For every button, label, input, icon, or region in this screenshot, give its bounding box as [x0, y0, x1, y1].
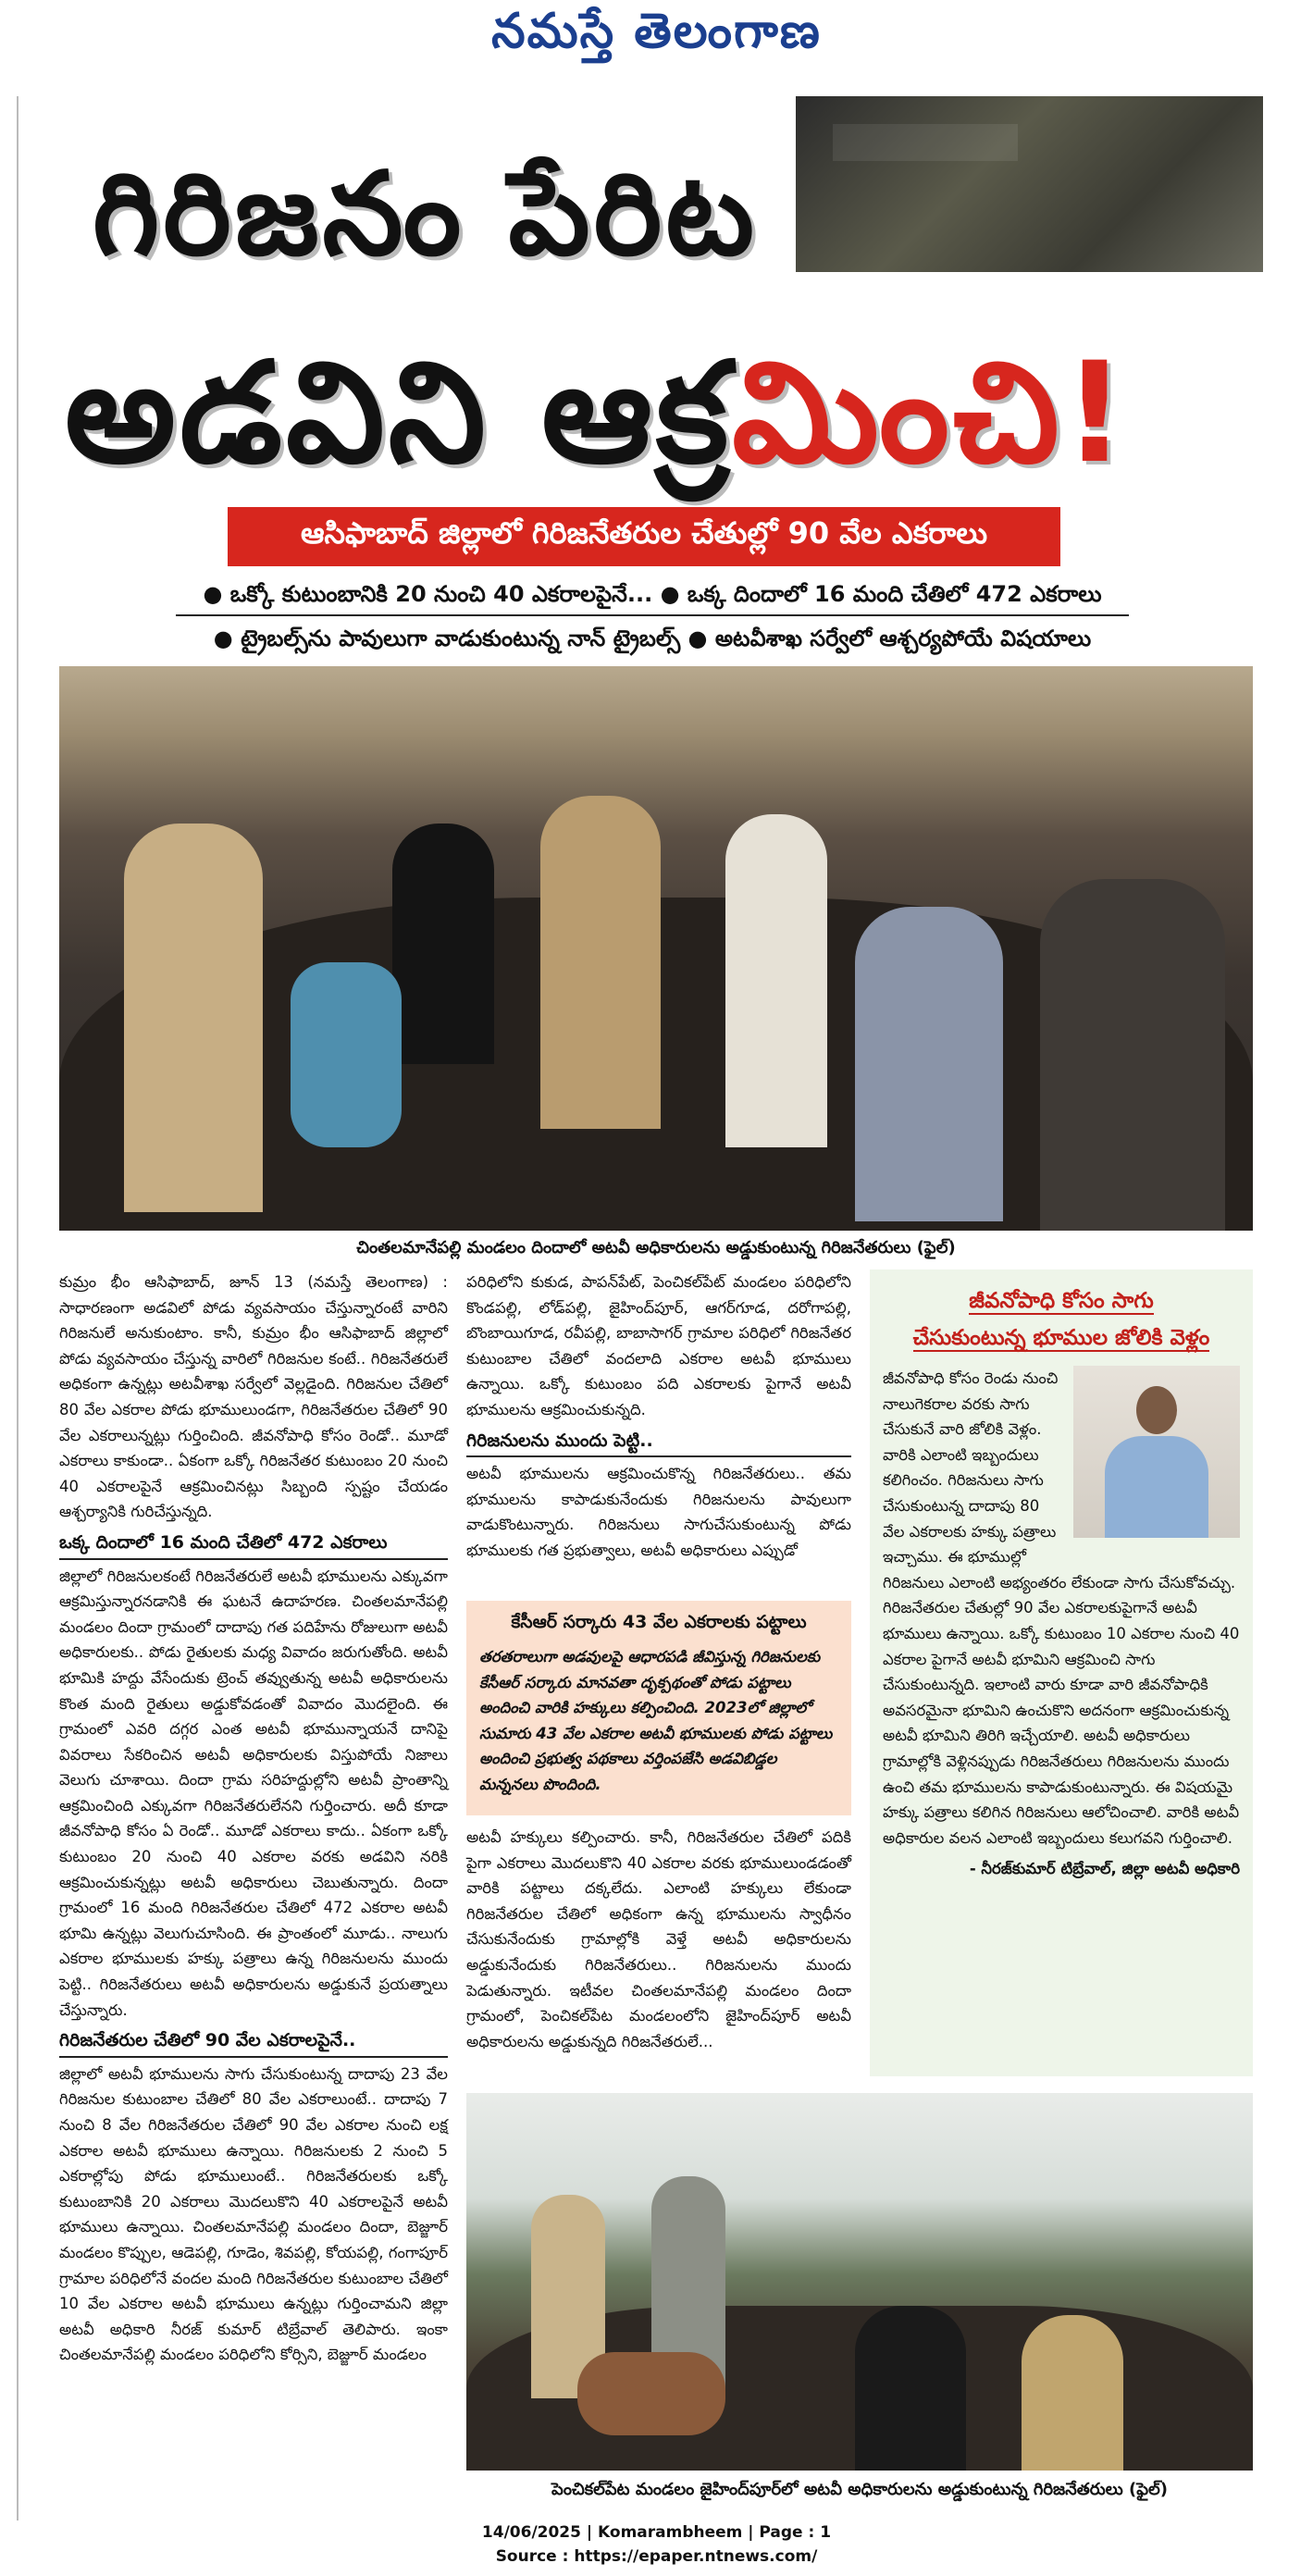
kcr-box-title: కేసీఆర్ సర్కారు 43 వేల ఎకరాలకు పట్టాలు	[511, 1612, 807, 1632]
column-a	[59, 1269, 448, 2368]
column-b-subhead-1: గిరిజనులను ముందు పెట్టి..	[466, 1429, 851, 1458]
officer-signature: - నీరజ్‌కుమార్ టిబ్రేవాల్, జిల్లా అటవీ అధికారి	[969, 1860, 1240, 1878]
villager-figure-4	[855, 2306, 966, 2471]
masthead	[0, 0, 1313, 74]
page-footer	[0, 2520, 1313, 2569]
column-b-para-2: అటవీ భూములను ఆక్రమించుకొన్న గిరిజనేతరులు.. తమ భూములను కాపాడుకునేందుకు గిరిజనులను పావులుగా వాడుకొంటున్నారు. గిరిజనులు సాగుచేసుకుంటున్న పోడు భూములకు గత ప్రభుత్వాలు, అటవీ అధికారులు ఎప్పుడో	[466, 1465, 851, 1559]
second-photo-caption: పెంచికల్‌పేట మండలం జైహింద్‌పూర్‌లో అటవీ అధికారులను అడ్డుకుంటున్న గిరిజనేతరులు (ఫైల్)	[551, 2480, 1168, 2499]
villager-figure-2	[855, 907, 1003, 1221]
column-a-subhead-2: గిరిజనేతరుల చేతిలో 90 వేల ఎకరాలపైనే..	[59, 2028, 448, 2058]
bullet-row-2: ● ట్రైబల్స్‌ను పావులుగా వాడుకుంటున్న నాన్ ట్రైబల్స్ ● అటవీశాఖ సర్వేలో ఆశ్చర్యపోయే విషయాలు	[213, 625, 1092, 651]
portrait-head	[1136, 1386, 1177, 1434]
bull-shape	[577, 2352, 725, 2435]
officer-figure	[124, 824, 263, 1212]
officer-portrait	[1073, 1366, 1240, 1538]
officer-quote-text: జీవనోపాధి కోసం రెండు నుంచి నాలుగెకరాల వరకు సాగు చేసుకునే వారి జోలికి వెళ్లం. వారికి ఎలాంటి ఇబ్బందులు కలిగించం. గిరిజనులు సాగు చేసుకుంటున్న దాదాపు 80 వేల ఎకరాలకు హక్కు పత్రాలు ఇచ్చాము. ఈ భూముల్లో గిరిజనులు ఎలాంటి అభ్యంతరం లేకుండా సాగు చేసుకోవచ్చు. గిరిజనేతరుల చేతుల్లో 90 వేల ఎకరాలకుపైగానే అటవీ భూములు ఉన్నాయి. ఒక్కో కుటుంబం 10 ఎకరాల నుంచి 40 ఎకరాల పైగానే అటవీ భూమిని ఆక్రమించి సాగు చేసుకుంటున్నది. ఇలాంటి వారు కూడా వారి జీవనోపాధికి అవసరమైనా భూమిని ఉంచుకొని అదనంగా ఆక్రమించుకున్న అటవీ భూమిని తిరిగి ఇచ్చేయాలి. అటవీ అధికారులు గ్రామాల్లోకి వెళ్లినప్పుడు గిరిజనేతరులు గిరిజనులను ముందు ఉంచి తమ భూములను కాపాడుకుంటున్నారు. ఈ విషయమై హక్కు పత్రాలు కలిగిన గిరిజనులు ఆలోచించాలి. వారికి అటవీ అధికారుల వలన ఎలాంటి ఇబ్బందులు కలుగవని గుర్తించాలి.	[883, 1369, 1240, 1847]
second-photo	[466, 2093, 1253, 2471]
woman-figure	[1022, 2315, 1123, 2471]
villager-figure-3	[1040, 879, 1225, 1231]
main-photo	[59, 666, 1253, 1231]
officer-quote-title-line1: జీవనోపాధి కోసం సాగు	[969, 1289, 1154, 1313]
red-banner: ఆసిఫాబాద్ జిల్లాలో గిరిజనేతరుల చేతుల్లో 90 వేల ఎకరాలు	[228, 507, 1060, 566]
column-b-continued	[466, 1825, 851, 2054]
bullet-row-1: ● ఒక్కో కుటుంబానికి 20 నుంచి 40 ఎకరాలపైనే... ● ఒక్క దిందాలో 16 మంది చేతిలో 472 ఎకరాలు	[203, 581, 1102, 607]
main-photo-caption: చింతలమానేపల్లి మండలం దిందాలో అటవీ అధికారులను అడ్డుకుంటున్న గిరిజనేతరులు (ఫైల్)	[356, 1238, 956, 1257]
kcr-box	[466, 1601, 851, 1815]
bullet-divider	[176, 614, 1129, 616]
officer-quote-title	[883, 1282, 1240, 1356]
officer-quote-box	[870, 1269, 1253, 2076]
villager-figure	[725, 814, 827, 1147]
backpack-shape	[291, 962, 402, 1147]
aerial-photo	[796, 96, 1263, 272]
column-b-para-1: పరిధిలోని కుకుడ, పాపన్‌పేట్, పెంచికల్‌పేట్ మండలం పరిధిలోని కొండపల్లి, లోడ్‌పల్లి, జైహింద్‌పూర్, ఆగర్‌గూడ, దరోగాపల్లి, బొంబాయిగూడ, రవీపల్లి, బాబాసాగర్ గ్రామాల పరిధిలో గిరిజనేతర కుటుంబాల చేతిలో వందలాది ఎకరాల అటవీ భూములు ఉన్నాయి. ఒక్కో కుటుంబం పది ఎకరాలకు పైగానే అటవీ భూములను ఆక్రమించుకున్నది.	[466, 1273, 851, 1418]
headline-line2	[65, 333, 1130, 528]
headline-line2-red: మించి!	[732, 333, 1131, 494]
officer-quote-title-line2: చేసుకుంటున్న భూముల జోలికి వెళ్లం	[912, 1326, 1210, 1350]
masthead-logo-text: నమస్తే తెలంగాణ	[491, 3, 822, 59]
column-a-subhead-1: ఒక్క దిందాలో 16 మంది చేతిలో 472 ఎకరాలు	[59, 1530, 448, 1560]
headline-line1: గిరిజనం పేరిట	[93, 148, 758, 281]
officer-figure-2	[540, 796, 661, 1129]
person-figure	[392, 824, 494, 1064]
column-a-para-1: కుమ్రం భీం ఆసిఫాబాద్, జూన్ 13 (నమస్తే తెలంగాణ) : సాధారణంగా అడవిలో పోడు వ్యవసాయం చేస్తున్నారంటే వారిని గిరిజనులే అనుకుంటాం. కానీ, కుమ్రం భీం ఆసిఫాబాద్ జిల్లాలో పోడు వ్యవసాయం చేస్తున్న వారిలో గిరిజనుల కంటే.. గిరిజనేతరులే అధికంగా ఉన్నట్లు అటవీశాఖ సర్వేలో వెల్లడైంది. గిరిజనుల చేతిలో 80 వేల ఎకరాల పోడు భూములుండగా, గిరిజనేతరుల చేతిలో 90 వేల ఎకరాలున్నట్లు గుర్తించింది. జీవనోపాధి కోసం రెండో.. మూడో ఎకరాలు కాకుండా.. ఏకంగా ఒక్కో గిరిజనేతర కుటుంబం 20 నుంచి 40 ఎకరాలపైనే ఆక్రమించినట్లు సిబ్బంది స్పష్టం చేయడం ఆశ్చర్యానికి గురిచేస్తున్నది.	[59, 1273, 448, 1521]
column-b	[466, 1269, 851, 1564]
column-a-para-3: జిల్లాలో అటవీ భూములను సాగు చేసుకుంటున్న దాదాపు 23 వేల గిరిజనుల కుటుంబాల చేతిలో 80 వేల ఎకరాలుంటే.. దాదాపు 7 నుంచి 8 వేల గిరిజనేతరుల చేతిలో 90 వేల ఎకరాల నుంచి లక్ష ఎకరాల అటవీ భూములు ఉన్నాయి. గిరిజనులకు 2 నుంచి 5 ఎకరాల్లోపు పోడు భూములుంటే.. గిరిజనేతరులకు ఒక్కో కుటుంబానికి 20 ఎకరాలు మొదలుకొని 40 ఎకరాలపైనే అటవీ భూములు ఉన్నాయి. చింతలమానేపల్లి మండలం దిందా, బెజ్జూర్ మండలం కొప్పుల, ఆడెపల్లి, గూడెం, శివపల్లి, కోయపల్లి, గంగాపూర్ గ్రామాల పరిధిలోనే వందల మంది గిరిజనేతరుల కుటుంబాల చేతిలో 10 వేల ఎకరాల అటవీ భూములు ఉన్నట్లు గుర్తించామని జిల్లా అటవీ అధికారి నీరజ్ కుమార్ టిబ్రేవాల్ తెలిపారు. ఇంకా చింతలమానేపల్లి మండలం పరిధిలోని కోర్సిని, బెజ్జూర్ మండలం	[59, 2064, 448, 2364]
kcr-box-text: తరతరాలుగా అడవులపై ఆధారపడి జీవిస్తున్న గిరిజనులకు కేసీఆర్ సర్కారు మానవతా దృక్పథంతో పోడు పట్టాలు అందించి వారికి హక్కులు కల్పించింది. 2023లో జిల్లాలో సుమారు 43 వేల ఎకరాల అటవీ భూములకు పోడు పట్టాలు అందించి ప్రభుత్వ పథకాలు వర్తింపజేసి అడవిబిడ్డల మన్ననలు పొందింది.	[479, 1648, 833, 1793]
column-b-para-3: అటవీ హక్కులు కల్పించారు. కానీ, గిరిజనేతరుల చేతిలో పదికి పైగా ఎకరాలు మొదలుకొని 40 ఎకరాల వరకు భూములుండడంతో వారికి పట్టాలు దక్కలేదు. ఎలాంటి హక్కులు లేకుండా గిరిజనేతరుల చేతిలో అధికంగా ఉన్న భూములను స్వాధీనం చేసుకునేందుకు గ్రామాల్లోకి వెళ్తే అటవీ అధికారులను అడ్డుకునేందుకు గిరిజనేతరులు.. గిరిజనులను ముందు పెడుతున్నారు. ఇటీవల చింతలమానేపల్లి మండలం దిందా గ్రామంలో, పెంచికల్‌పేట మండలంలోని జైహింద్‌పూర్ అటవీ అధికారులను అడ్డుకున్నది గిరిజనేతరులే...	[466, 1828, 851, 2050]
footer-source: Source : https://epaper.ntnews.com/	[495, 2547, 818, 2566]
officer-quote-body	[883, 1366, 1240, 1851]
portrait-body	[1105, 1436, 1208, 1538]
headline-line2-black: అడవిని ఆక్ర	[65, 333, 733, 494]
footer-date-page: 14/06/2025 | Komarambheem | Page : 1	[481, 2523, 832, 2542]
column-a-para-2: జిల్లాలో గిరిజనులకంటే గిరిజనేతరులే అటవీ భూములను ఎక్కువగా ఆక్రమిస్తున్నారనడానికి ఈ ఘటనే ఉదాహరణ. చింతలమానేపల్లి మండలం దిందా గ్రామంలో దాదాపు గత పదిహేను రోజులుగా అటవీ అధికారులకు.. పోడు రైతులకు మధ్య వివాదం జరుగుతోంది. అటవీ భూమికి హద్దు వేసేందుకు ట్రెంచ్ తవ్వుతున్న అటవీ అధికారులను కొంత మంది రైతులు అడ్డుకోవడంతో వివాదం మొదలైంది. ఈ గ్రామంలో ఎవరి దగ్గర ఎంత అటవీ భూమున్నాయనే దానిపై వివరాలు సేకరించిన అటవీ అధికారులకు విస్తుపోయే నిజాలు వెలుగు చూశాయి. దిందా గ్రామ సరిహద్దుల్లోని అటవీ ప్రాంతాన్ని ఆక్రమించింది ఎక్కువగా గిరిజనేతరులేనని గుర్తించారు. అదీ కూడా జీవనోపాధి కోసం ఏ రెండో.. మూడో ఎకరాలు కాదు.. ఏకంగా ఒక్కో కుటుంబం 20 నుంచి 40 ఎకరాల వరకు అడవిని నరికి ఆక్రమించుకున్నట్లు అటవీ అధికారులు చెబుతున్నారు. దిందా గ్రామంలో 16 మంది గిరిజనేతరుల చేతిలో 472 ఎకరాల అటవీ భూమి ఉన్నట్లు వెలుగుచూసింది. ఈ ప్రాంతంలో మూడు.. నాలుగు ఎకరాల భూములకు హక్కు పత్రాలు ఉన్న గిరిజనులను ముందు పెట్టి.. గిరిజనేతరులు అటవీ అధికారులను అడ్డుకునే ప్రయత్నాలు చేస్తున్నారు.	[59, 1567, 448, 2019]
